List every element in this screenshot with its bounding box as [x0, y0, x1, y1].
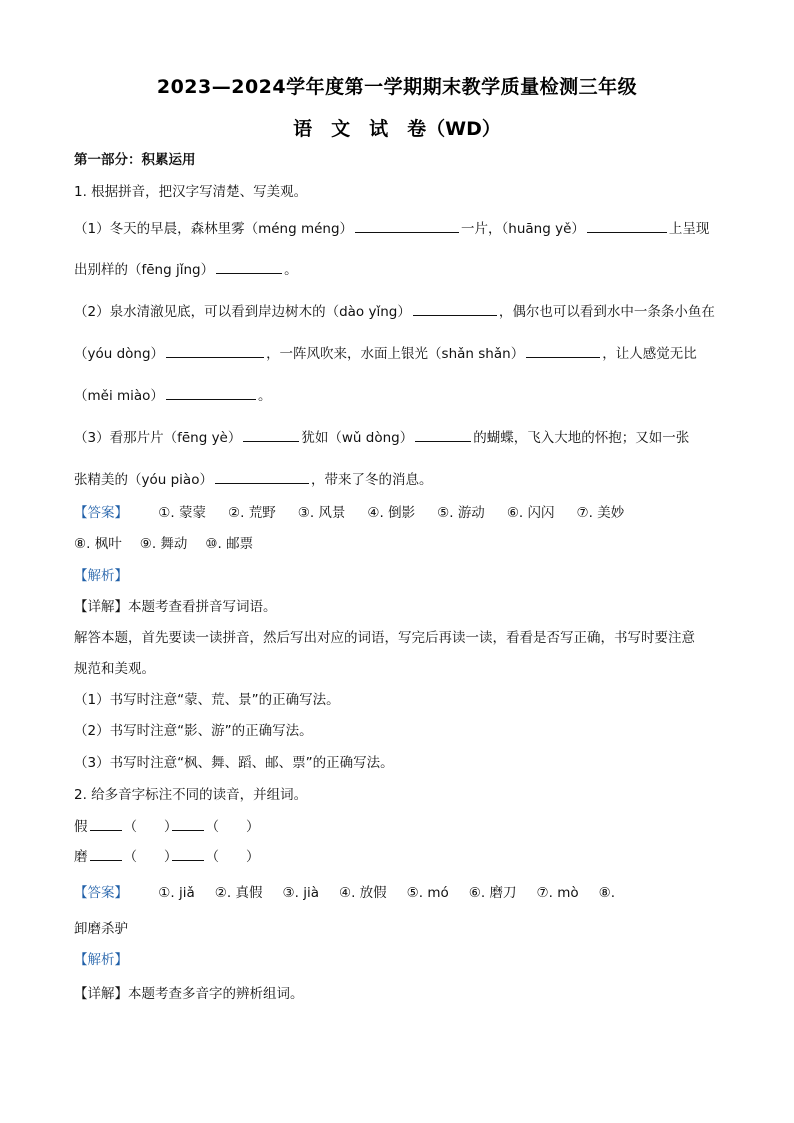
answer-blank[interactable] — [90, 846, 122, 861]
answer-blank[interactable] — [587, 218, 667, 233]
text-segment: 的蝴蝶，飞入大地的怀抱；又如一张 — [473, 430, 690, 446]
answer-number: ⑦ — [536, 885, 549, 901]
answer-blank[interactable] — [166, 343, 264, 358]
text-segment: 。 — [284, 262, 298, 278]
answer-separator: . — [351, 885, 360, 901]
detail-label: 【详解】 — [74, 599, 128, 615]
answer-item — [469, 883, 517, 903]
answer-text: mò — [557, 885, 579, 901]
answer-item — [282, 883, 318, 903]
answer-number: ⑥ — [506, 505, 519, 521]
answer-item — [367, 503, 415, 523]
answer-list — [158, 885, 635, 901]
q2-row2 — [74, 846, 722, 867]
answer-separator: . — [548, 885, 558, 901]
answer-item — [205, 534, 253, 554]
answer-text: 磨刀 — [489, 885, 517, 901]
answer-blank[interactable] — [90, 816, 122, 831]
answer-separator: . — [170, 505, 179, 521]
q2-answer-row — [74, 883, 722, 903]
answer-text: jià — [303, 885, 319, 901]
answer-label: 【答案】 — [74, 885, 128, 901]
text-segment: ，一阵风吹来，水面上银光（shǎn shǎn） — [266, 346, 525, 362]
answer-label: 【答案】 — [74, 505, 128, 521]
answer-number: ⑩ — [205, 536, 218, 552]
answer-number: ⑨ — [139, 536, 152, 552]
note-line3: （3）书写时注意“枫、舞、蹈、邮、票”的正确写法。 — [74, 755, 394, 771]
answer-number: ④ — [367, 505, 380, 521]
answer-blank[interactable] — [172, 846, 204, 861]
answer-blank[interactable] — [243, 427, 299, 442]
answer-separator: . — [449, 505, 458, 521]
text-segment: ，偶尔也可以看到水中一条条小鱼在 — [498, 304, 715, 320]
paren: ） — [164, 849, 178, 865]
answer-separator: . — [588, 505, 598, 521]
answer-number: ③ — [297, 505, 310, 521]
answer-separator: . — [217, 536, 227, 552]
answer-separator: . — [170, 885, 179, 901]
answer-list — [158, 505, 646, 521]
answer-text: jiǎ — [179, 885, 195, 901]
paren-group — [205, 847, 260, 867]
answer-separator: . — [294, 885, 304, 901]
text-segment: 。 — [257, 388, 272, 404]
q1-answer-row1 — [74, 503, 722, 523]
answer-separator: . — [151, 536, 161, 552]
q2-row1 — [74, 816, 722, 837]
answer-item — [577, 503, 625, 523]
q1-line6 — [74, 427, 722, 448]
polyphone-char: 磨 — [74, 849, 88, 865]
analysis-label: 【解析】 — [74, 952, 128, 968]
q1-line3 — [74, 301, 722, 322]
answer-list — [74, 536, 271, 552]
text-segment: （3）看那片片（fēng yè） — [74, 430, 242, 446]
answer-separator: . — [86, 536, 95, 552]
answer-item — [599, 883, 615, 903]
answer-blank[interactable] — [215, 469, 309, 484]
q2-answer-continuation: 卸磨杀驴 — [74, 921, 128, 937]
detail-line — [74, 984, 722, 1004]
text-segment: （1）冬天的早晨，森林里雾（méng méng） — [74, 221, 354, 237]
text-segment: （měi miào） — [74, 388, 164, 404]
answer-blank[interactable] — [166, 385, 256, 400]
q2-stem: 2. 给多音字标注不同的读音，并组词。 — [74, 787, 308, 803]
answer-text: 倒影 — [388, 505, 416, 521]
explain-line2: 规范和美观。 — [74, 661, 155, 677]
text-segment: （2）泉水清澈见底，可以看到岸边树木的（dào yǐng） — [74, 304, 411, 320]
answer-separator: . — [379, 505, 389, 521]
answer-separator: . — [518, 505, 528, 521]
paren: ） — [246, 849, 260, 865]
answer-text: 真假 — [235, 885, 263, 901]
answer-number: ④ — [338, 885, 352, 901]
q1-line2 — [74, 259, 722, 280]
answer-number: ⑦ — [576, 505, 589, 521]
q1-line7 — [74, 469, 722, 490]
answer-number: ⑤ — [406, 885, 419, 901]
exam-subtitle: 语 文 试 卷（WD） — [293, 118, 501, 140]
paren: ） — [246, 819, 260, 835]
paren: （ — [205, 819, 219, 835]
answer-text: 蒙蒙 — [179, 505, 206, 521]
q1-stem: 1. 根据拼音，把汉字写清楚、写美观。 — [74, 184, 308, 200]
q1-answer-row2 — [74, 534, 722, 554]
answer-separator: . — [309, 505, 319, 521]
polyphone-char: 假 — [74, 819, 88, 835]
answer-separator: . — [226, 885, 236, 901]
answer-text: 美妙 — [597, 505, 625, 521]
explain-line1: 解答本题，首先要读一读拼音，然后写出对应的词语，写完后再读一读，看看是否写正确，书写时要注意 — [74, 630, 695, 646]
answer-number: ⑧ — [74, 536, 87, 552]
answer-item — [437, 503, 485, 523]
section-heading: 第一部分：积累运用 — [74, 152, 196, 168]
answer-item — [228, 503, 276, 523]
detail-line — [74, 597, 722, 617]
answer-separator: . — [610, 885, 616, 901]
answer-item — [407, 883, 449, 903]
answer-text: 荒野 — [248, 505, 276, 521]
text-segment: 犹如（wǔ dòng） — [301, 430, 414, 446]
detail-label: 【详解】 — [74, 986, 128, 1002]
answer-text: 邮票 — [226, 536, 254, 552]
text-segment: （yóu dòng） — [74, 346, 165, 362]
answer-item — [140, 534, 188, 554]
analysis-label: 【解析】 — [74, 568, 128, 584]
text-segment: 张精美的（yóu piào） — [74, 472, 213, 488]
q1-line1 — [74, 218, 722, 239]
paren: ） — [164, 819, 178, 835]
answer-separator: . — [418, 885, 428, 901]
answer-text: 风景 — [318, 505, 346, 521]
text-segment: ，带来了冬的消息。 — [310, 472, 433, 488]
answer-separator: . — [480, 885, 490, 901]
answer-item — [158, 503, 206, 523]
text-segment: 上呈现 — [668, 221, 710, 237]
answer-blank[interactable] — [216, 259, 282, 274]
answer-number: ⑧ — [598, 885, 611, 901]
answer-number: ① — [158, 885, 171, 901]
note-line2: （2）书写时注意“影、游”的正确写法。 — [74, 723, 313, 739]
answer-item — [215, 883, 263, 903]
paren-group — [123, 817, 178, 837]
answer-blank[interactable] — [413, 301, 497, 316]
answer-item — [507, 503, 555, 523]
text-segment: 一片，（huāng yě） — [461, 221, 585, 237]
q1-line4 — [74, 343, 722, 364]
paren: （ — [123, 819, 137, 835]
answer-item — [74, 534, 122, 554]
paren: （ — [123, 849, 137, 865]
text-segment: ，让人感觉无比 — [602, 346, 697, 362]
answer-number: ③ — [282, 885, 295, 901]
detail-text: 本题考查多音字的辨析组词。 — [128, 986, 304, 1002]
answer-separator: . — [240, 505, 249, 521]
note-line1: （1）书写时注意“蒙、荒、景”的正确写法。 — [74, 692, 340, 708]
paren-group — [123, 847, 178, 867]
answer-number: ② — [228, 505, 241, 521]
text-segment: 出别样的（fēng jǐng） — [74, 262, 215, 278]
answer-text: 枫叶 — [94, 536, 122, 552]
answer-text: 游动 — [457, 505, 485, 521]
q1-line5 — [74, 385, 722, 406]
answer-blank[interactable] — [415, 427, 471, 442]
exam-title: 2023—2024学年度第一学期期末教学质量检测三年级 — [156, 76, 638, 98]
paren-group — [205, 817, 260, 837]
answer-number: ⑤ — [437, 505, 450, 521]
answer-item — [339, 883, 387, 903]
answer-number: ① — [158, 505, 171, 521]
answer-text: 闪闪 — [527, 505, 555, 521]
paren: （ — [205, 849, 219, 865]
answer-blank[interactable] — [526, 343, 600, 358]
answer-text: 舞动 — [160, 536, 188, 552]
answer-text: mó — [427, 885, 449, 901]
answer-item — [298, 503, 346, 523]
answer-blank[interactable] — [355, 218, 459, 233]
answer-text: 放假 — [359, 885, 387, 901]
answer-number: ⑥ — [468, 885, 481, 901]
answer-blank[interactable] — [172, 816, 204, 831]
answer-item — [537, 883, 579, 903]
answer-number: ② — [214, 885, 227, 901]
detail-text: 本题考查看拼音写词语。 — [128, 599, 277, 615]
answer-item — [158, 883, 194, 903]
